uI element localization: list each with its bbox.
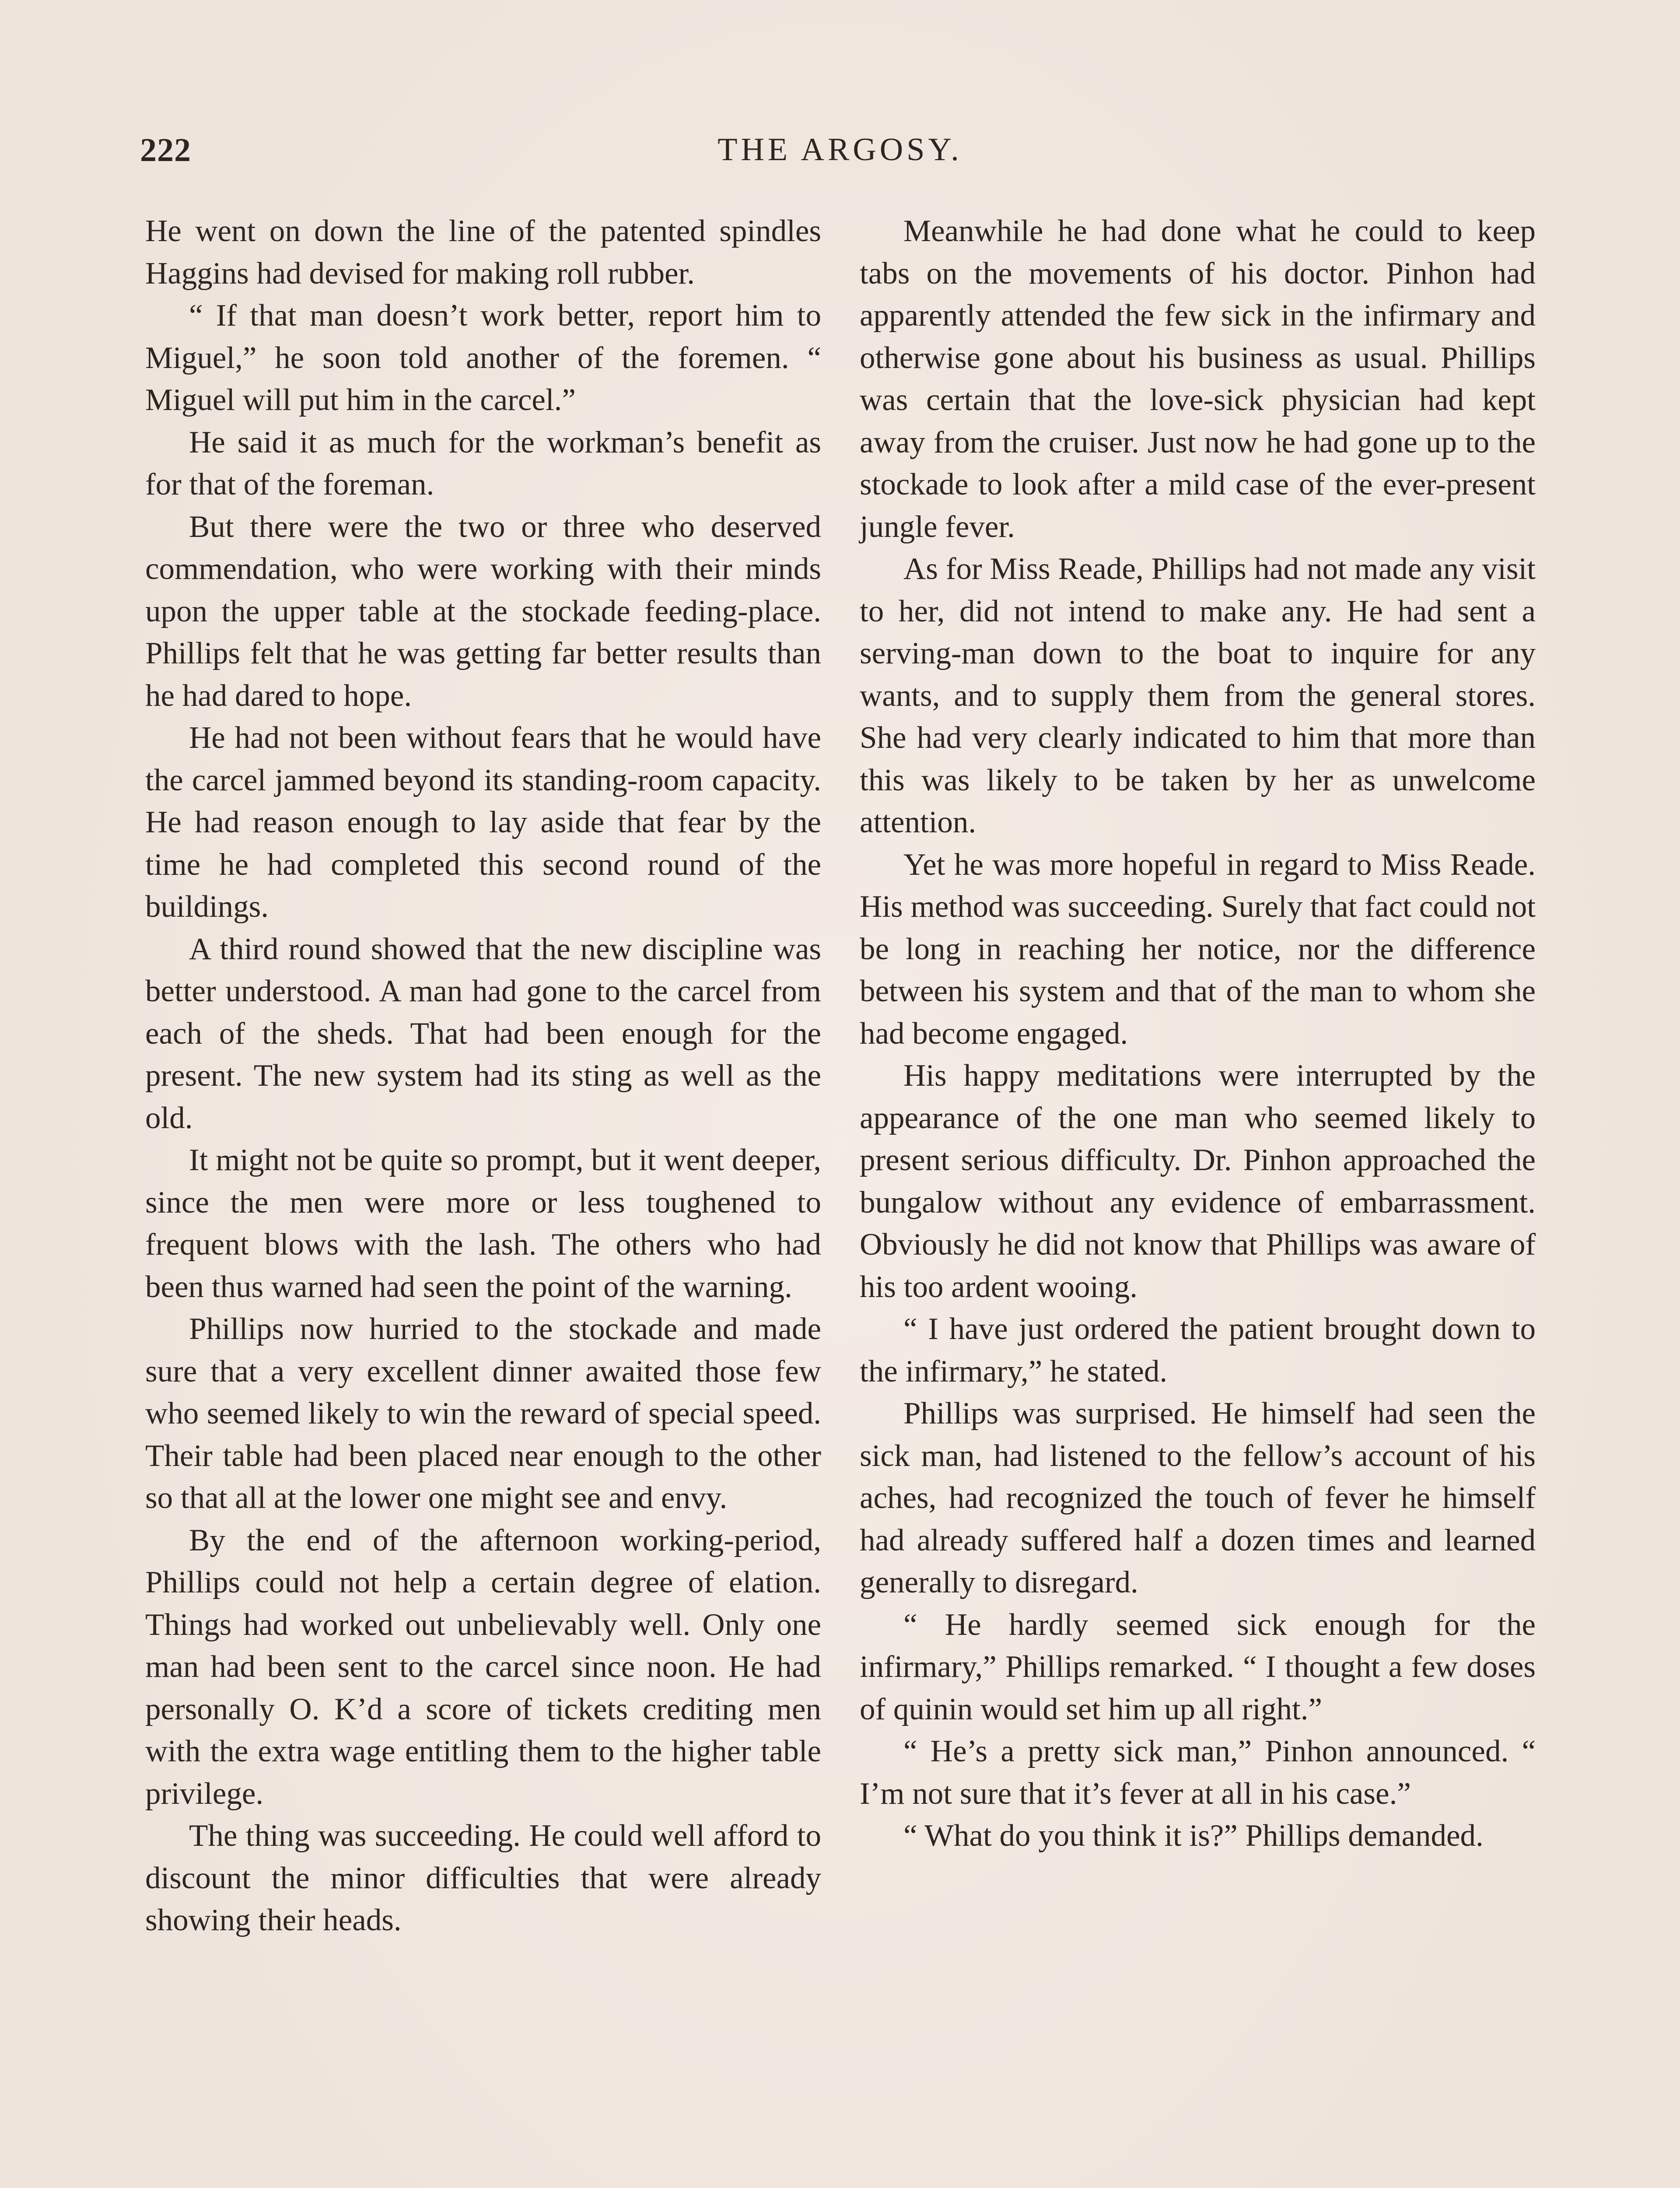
paragraph: Yet he was more hopeful in regard to Miss Reade. His method was succeeding. Surely that fact could not be long in reaching her notice, nor the difference between his system and that of the man to whom she had become engaged. [860, 847, 1536, 1051]
paragraph: By the end of the afternoon working-period, Phillips could not help a certain degree of elation. Things had worked out unbelievably well. Only one man had been sent to the carcel since noon. He had personally O. K’d a score of tickets crediting men with the extra wage entitling them to the higher table privilege. [145, 1523, 821, 1811]
paragraph: He said it as much for the workman’s benefit as for that of the foreman. [145, 425, 821, 501]
running-head [140, 131, 1540, 184]
paragraph: As for Miss Reade, Phillips had not made any visit to her, did not intend to make any. He had sent a serving-man down to the boat to inquire for any wants, and to supply them from the general stores. She had very clearly indicated to him that more than this was likely to be taken by her as unwelcome attention. [860, 552, 1536, 839]
paragraph: Meanwhile he had done what he could to keep tabs on the movements of his doctor. Pinhon had apparently attended the few sick in the infirmary and otherwise gone about his business as usual. Phillips was certain that the love-sick physician had kept away from the cruiser. Just now he had gone up to the stockade to look after a mild case of the ever-present jungle fever. [860, 214, 1536, 544]
right-column [860, 210, 1536, 1857]
paragraph: It might not be quite so prompt, but it went deeper, since the men were more or less toughened to frequent blows with the lash. The others who had been thus warned had seen the point of the warning. [145, 1143, 821, 1304]
paragraph: He went on down the line of the patented spindles Haggins had devised for making roll rubber. [145, 214, 821, 291]
paragraph: “ What do you think it is?” Phillips demanded. [903, 1819, 1484, 1853]
paragraph: A third round showed that the new discipline was better understood. A man had gone to the carcel from each of the sheds. That had been enough for the present. The new system had its sting as well as the old. [145, 932, 821, 1135]
paragraph: Phillips now hurried to the stockade and made sure that a very excellent dinner awaited those few who seemed likely to win the reward of special speed. Their table had been placed near enough to the other so that all at the lower one might see and envy. [145, 1312, 821, 1515]
paragraph: “ He hardly seemed sick enough for the infirmary,” Phillips remarked. “ I thought a few doses of quinin would set him up all right.” [860, 1607, 1536, 1726]
paragraph: His happy meditations were interrupted by the appearance of the one man who seemed likely to present serious difficulty. Dr. Pinhon approached the bungalow without any evidence of embarrassment. Obviously he did not know that Phillips was aware of his too ardent wooing. [860, 1059, 1536, 1304]
paragraph: Phillips was surprised. He himself had seen the sick man, had listened to the fellow’s account of his aches, had recognized the touch of fever he himself had already suffered half a dozen times and learned generally to disregard. [860, 1396, 1536, 1599]
paragraph: The thing was succeeding. He could well afford to discount the minor difficulties that were already showing their heads. [145, 1819, 821, 1937]
paragraph: “ I have just ordered the patient brought down to the infirmary,” he stated. [860, 1312, 1536, 1389]
paragraph: But there were the two or three who deserved commendation, who were working with their minds upon the upper table at the stockade feeding-place. Phillips felt that he was getting far better results than he had dared to hope. [145, 509, 821, 713]
paragraph: He had not been without fears that he would have the carcel jammed beyond its standing-room capacity. He had reason enough to lay aside that fear by the time he had completed this second round of the buildings. [145, 721, 821, 924]
paragraph: “ If that man doesn’t work better, report him to Miguel,” he soon told another of the foremen. “ Miguel will put him in the carcel.” [145, 298, 821, 417]
paragraph: “ He’s a pretty sick man,” Pinhon announced. “ I’m not sure that it’s fever at all in his case.” [860, 1734, 1536, 1811]
journal-title: THE ARGOSY. [718, 132, 962, 168]
left-column [145, 210, 821, 1942]
page-number: 222 [140, 132, 191, 168]
